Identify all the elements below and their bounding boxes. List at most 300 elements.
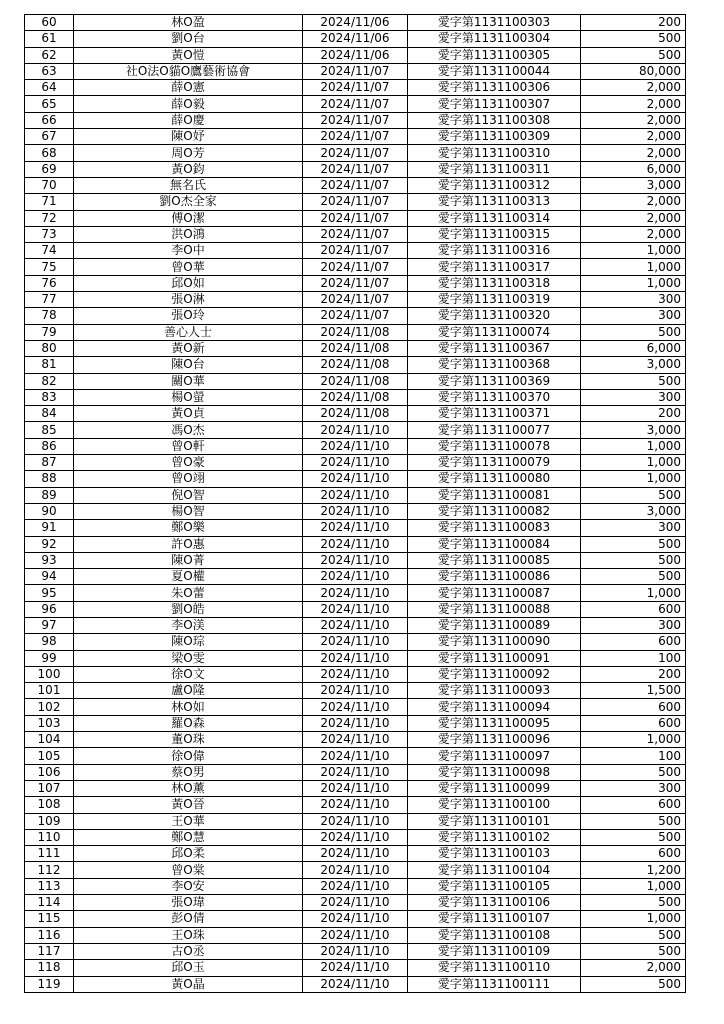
row-number-cell: 64 [25,80,74,96]
donor-name-cell: 劉O杰全家 [74,194,303,210]
row-number-cell: 104 [25,732,74,748]
row-number-cell: 96 [25,601,74,617]
table-row [25,520,686,536]
amount-cell: 1,000 [581,732,686,748]
table-row [25,161,686,177]
row-number-cell: 85 [25,422,74,438]
amount-cell: 100 [581,650,686,666]
row-number-cell: 82 [25,373,74,389]
donor-name-cell: 王O華 [74,813,303,829]
donor-name-cell: 馮O杰 [74,422,303,438]
row-number-cell: 69 [25,161,74,177]
amount-cell: 3,000 [581,177,686,193]
row-number-cell: 90 [25,503,74,519]
row-number-cell: 79 [25,324,74,340]
amount-cell: 300 [581,617,686,633]
row-number-cell: 103 [25,715,74,731]
amount-cell: 300 [581,389,686,405]
receipt-number-cell: 愛字第1131100318 [408,275,581,291]
receipt-number-cell: 愛字第1131100307 [408,96,581,112]
table-row [25,340,686,356]
amount-cell: 1,000 [581,471,686,487]
donor-name-cell: 楊O智 [74,503,303,519]
amount-cell: 500 [581,47,686,63]
amount-cell: 500 [581,943,686,959]
row-number-cell: 76 [25,275,74,291]
table-row [25,699,686,715]
row-number-cell: 81 [25,357,74,373]
donation-date-cell: 2024/11/07 [303,161,408,177]
amount-cell: 1,000 [581,275,686,291]
table-row [25,194,686,210]
table-row [25,536,686,552]
donation-date-cell: 2024/11/10 [303,976,408,992]
row-number-cell: 86 [25,438,74,454]
amount-cell: 6,000 [581,340,686,356]
receipt-number-cell: 愛字第1131100087 [408,585,581,601]
donor-name-cell: 張O瑋 [74,895,303,911]
donation-date-cell: 2024/11/10 [303,503,408,519]
row-number-cell: 95 [25,585,74,601]
donation-date-cell: 2024/11/10 [303,780,408,796]
donation-date-cell: 2024/11/10 [303,797,408,813]
table-row [25,862,686,878]
receipt-number-cell: 愛字第1131100101 [408,813,581,829]
receipt-number-cell: 愛字第1131100078 [408,438,581,454]
amount-cell: 2,000 [581,210,686,226]
donation-date-cell: 2024/11/10 [303,748,408,764]
receipt-number-cell: 愛字第1131100077 [408,422,581,438]
receipt-number-cell: 愛字第1131100303 [408,15,581,31]
table-row [25,112,686,128]
donation-date-cell: 2024/11/10 [303,471,408,487]
amount-cell: 200 [581,15,686,31]
donor-name-cell: 林O薰 [74,780,303,796]
donor-name-cell: 薛O憲 [74,80,303,96]
receipt-number-cell: 愛字第1131100108 [408,927,581,943]
amount-cell: 500 [581,764,686,780]
donation-date-cell: 2024/11/10 [303,764,408,780]
table-row [25,666,686,682]
donation-date-cell: 2024/11/10 [303,520,408,536]
donation-date-cell: 2024/11/08 [303,324,408,340]
row-number-cell: 102 [25,699,74,715]
row-number-cell: 80 [25,340,74,356]
donor-name-cell: 邱O柔 [74,846,303,862]
amount-cell: 500 [581,487,686,503]
donor-name-cell: 張O玲 [74,308,303,324]
receipt-number-cell: 愛字第1131100304 [408,31,581,47]
donor-name-cell: 夏O權 [74,569,303,585]
table-row [25,748,686,764]
donor-name-cell: 許O惠 [74,536,303,552]
amount-cell: 1,000 [581,455,686,471]
table-row [25,503,686,519]
row-number-cell: 99 [25,650,74,666]
donor-name-cell: 林O盈 [74,15,303,31]
donor-name-cell: 黃O晉 [74,797,303,813]
receipt-number-cell: 愛字第1131100306 [408,80,581,96]
donation-date-cell: 2024/11/10 [303,715,408,731]
donor-name-cell: 李O渼 [74,617,303,633]
row-number-cell: 108 [25,797,74,813]
amount-cell: 300 [581,308,686,324]
table-row [25,210,686,226]
amount-cell: 500 [581,829,686,845]
amount-cell: 200 [581,666,686,682]
table-row [25,797,686,813]
amount-cell: 300 [581,520,686,536]
amount-cell: 500 [581,31,686,47]
receipt-number-cell: 愛字第1131100090 [408,634,581,650]
receipt-number-cell: 愛字第1131100091 [408,650,581,666]
donation-date-cell: 2024/11/10 [303,438,408,454]
donor-name-cell: 社O法O貓O鷹藝術協會 [74,63,303,79]
donation-date-cell: 2024/11/07 [303,226,408,242]
row-number-cell: 61 [25,31,74,47]
table-row [25,31,686,47]
table-row [25,455,686,471]
receipt-number-cell: 愛字第1131100105 [408,878,581,894]
receipt-number-cell: 愛字第1131100313 [408,194,581,210]
donor-name-cell: 鄭O樂 [74,520,303,536]
donor-name-cell: 洪O鴻 [74,226,303,242]
receipt-number-cell: 愛字第1131100096 [408,732,581,748]
donation-date-cell: 2024/11/07 [303,145,408,161]
receipt-number-cell: 愛字第1131100086 [408,569,581,585]
amount-cell: 2,000 [581,96,686,112]
receipt-number-cell: 愛字第1131100081 [408,487,581,503]
table-row [25,650,686,666]
table-row [25,389,686,405]
table-row [25,308,686,324]
amount-cell: 300 [581,780,686,796]
donation-date-cell: 2024/11/07 [303,63,408,79]
table-row [25,601,686,617]
receipt-number-cell: 愛字第1131100311 [408,161,581,177]
amount-cell: 600 [581,601,686,617]
donor-name-cell: 徐O偉 [74,748,303,764]
row-number-cell: 72 [25,210,74,226]
amount-cell: 600 [581,699,686,715]
amount-cell: 3,000 [581,357,686,373]
amount-cell: 500 [581,895,686,911]
table-row [25,569,686,585]
receipt-number-cell: 愛字第1131100367 [408,340,581,356]
receipt-number-cell: 愛字第1131100319 [408,292,581,308]
row-number-cell: 101 [25,683,74,699]
amount-cell: 2,000 [581,960,686,976]
receipt-number-cell: 愛字第1131100305 [408,47,581,63]
donation-date-cell: 2024/11/06 [303,31,408,47]
donation-date-cell: 2024/11/10 [303,552,408,568]
donation-date-cell: 2024/11/08 [303,357,408,373]
row-number-cell: 118 [25,960,74,976]
receipt-number-cell: 愛字第1131100315 [408,226,581,242]
amount-cell: 2,000 [581,145,686,161]
row-number-cell: 68 [25,145,74,161]
receipt-number-cell: 愛字第1131100369 [408,373,581,389]
row-number-cell: 78 [25,308,74,324]
amount-cell: 1,000 [581,259,686,275]
row-number-cell: 93 [25,552,74,568]
donation-date-cell: 2024/11/10 [303,617,408,633]
donation-date-cell: 2024/11/07 [303,275,408,291]
amount-cell: 600 [581,634,686,650]
amount-cell: 500 [581,976,686,992]
table-row [25,292,686,308]
donation-date-cell: 2024/11/08 [303,406,408,422]
row-number-cell: 119 [25,976,74,992]
donation-date-cell: 2024/11/10 [303,943,408,959]
donor-name-cell: 張O淋 [74,292,303,308]
table-row [25,617,686,633]
receipt-number-cell: 愛字第1131100092 [408,666,581,682]
amount-cell: 1,000 [581,243,686,259]
donor-name-cell: 楊O螢 [74,389,303,405]
table-row [25,471,686,487]
donor-name-cell: 彭O倩 [74,911,303,927]
donor-name-cell: 王O珠 [74,927,303,943]
donor-name-cell: 蔡O男 [74,764,303,780]
amount-cell: 100 [581,748,686,764]
donation-date-cell: 2024/11/10 [303,683,408,699]
table-row [25,47,686,63]
amount-cell: 80,000 [581,63,686,79]
donation-date-cell: 2024/11/08 [303,389,408,405]
donation-date-cell: 2024/11/10 [303,536,408,552]
receipt-number-cell: 愛字第1131100099 [408,780,581,796]
receipt-number-cell: 愛字第1131100093 [408,683,581,699]
amount-cell: 200 [581,406,686,422]
donation-date-cell: 2024/11/08 [303,373,408,389]
table-row [25,732,686,748]
amount-cell: 600 [581,715,686,731]
row-number-cell: 109 [25,813,74,829]
donor-name-cell: 邱O如 [74,275,303,291]
table-row [25,487,686,503]
donation-date-cell: 2024/11/07 [303,308,408,324]
receipt-number-cell: 愛字第1131100320 [408,308,581,324]
donation-date-cell: 2024/11/10 [303,601,408,617]
row-number-cell: 75 [25,259,74,275]
amount-cell: 1,000 [581,585,686,601]
donor-name-cell: 李O安 [74,878,303,894]
row-number-cell: 71 [25,194,74,210]
donor-name-cell: 林O如 [74,699,303,715]
donation-date-cell: 2024/11/10 [303,927,408,943]
row-number-cell: 112 [25,862,74,878]
donation-date-cell: 2024/11/06 [303,15,408,31]
donor-name-cell: 李O中 [74,243,303,259]
donation-date-cell: 2024/11/10 [303,732,408,748]
receipt-number-cell: 愛字第1131100094 [408,699,581,715]
row-number-cell: 60 [25,15,74,31]
donation-date-cell: 2024/11/10 [303,569,408,585]
donor-name-cell: 陳O妤 [74,129,303,145]
table-row [25,634,686,650]
receipt-number-cell: 愛字第1131100314 [408,210,581,226]
amount-cell: 1,000 [581,911,686,927]
amount-cell: 500 [581,373,686,389]
table-row [25,357,686,373]
donor-name-cell: 周O芳 [74,145,303,161]
donor-name-cell: 黃O新 [74,340,303,356]
row-number-cell: 117 [25,943,74,959]
donation-date-cell: 2024/11/10 [303,666,408,682]
receipt-number-cell: 愛字第1131100103 [408,846,581,862]
receipt-number-cell: 愛字第1131100308 [408,112,581,128]
amount-cell: 1,500 [581,683,686,699]
receipt-number-cell: 愛字第1131100316 [408,243,581,259]
receipt-number-cell: 愛字第1131100111 [408,976,581,992]
table-row [25,177,686,193]
table-row [25,243,686,259]
row-number-cell: 89 [25,487,74,503]
amount-cell: 2,000 [581,194,686,210]
receipt-number-cell: 愛字第1131100106 [408,895,581,911]
amount-cell: 1,000 [581,878,686,894]
donor-name-cell: 梁O雯 [74,650,303,666]
receipt-number-cell: 愛字第1131100079 [408,455,581,471]
receipt-number-cell: 愛字第1131100085 [408,552,581,568]
row-number-cell: 98 [25,634,74,650]
table-row [25,846,686,862]
donation-rows [25,15,686,993]
donation-date-cell: 2024/11/10 [303,487,408,503]
row-number-cell: 91 [25,520,74,536]
receipt-number-cell: 愛字第1131100309 [408,129,581,145]
receipt-number-cell: 愛字第1131100089 [408,617,581,633]
donor-name-cell: 黃O愷 [74,47,303,63]
receipt-number-cell: 愛字第1131100368 [408,357,581,373]
amount-cell: 1,200 [581,862,686,878]
receipt-number-cell: 愛字第1131100095 [408,715,581,731]
donation-date-cell: 2024/11/07 [303,292,408,308]
table-row [25,878,686,894]
receipt-number-cell: 愛字第1131100310 [408,145,581,161]
receipt-number-cell: 愛字第1131100082 [408,503,581,519]
row-number-cell: 70 [25,177,74,193]
receipt-number-cell: 愛字第1131100104 [408,862,581,878]
table-row [25,15,686,31]
donor-name-cell: 善心人士 [74,324,303,340]
table-row [25,943,686,959]
donor-name-cell: 無名氏 [74,177,303,193]
amount-cell: 500 [581,552,686,568]
donation-date-cell: 2024/11/10 [303,960,408,976]
row-number-cell: 73 [25,226,74,242]
table-row [25,552,686,568]
amount-cell: 300 [581,292,686,308]
row-number-cell: 88 [25,471,74,487]
receipt-number-cell: 愛字第1131100109 [408,943,581,959]
donation-date-cell: 2024/11/07 [303,80,408,96]
donation-date-cell: 2024/11/10 [303,813,408,829]
donor-name-cell: 徐O文 [74,666,303,682]
amount-cell: 3,000 [581,422,686,438]
row-number-cell: 114 [25,895,74,911]
donation-date-cell: 2024/11/10 [303,846,408,862]
table-row [25,927,686,943]
amount-cell: 500 [581,927,686,943]
row-number-cell: 116 [25,927,74,943]
donation-date-cell: 2024/11/10 [303,878,408,894]
amount-cell: 2,000 [581,129,686,145]
row-number-cell: 97 [25,617,74,633]
donation-date-cell: 2024/11/10 [303,699,408,715]
donor-name-cell: 陳O台 [74,357,303,373]
table-row [25,63,686,79]
row-number-cell: 65 [25,96,74,112]
donor-name-cell: 黃O晶 [74,976,303,992]
donor-name-cell: 關O華 [74,373,303,389]
table-row [25,715,686,731]
table-row [25,895,686,911]
donor-name-cell: 盧O隆 [74,683,303,699]
table-row [25,683,686,699]
row-number-cell: 83 [25,389,74,405]
donation-date-cell: 2024/11/10 [303,650,408,666]
receipt-number-cell: 愛字第1131100044 [408,63,581,79]
row-number-cell: 74 [25,243,74,259]
table-row [25,438,686,454]
row-number-cell: 66 [25,112,74,128]
donation-date-cell: 2024/11/07 [303,96,408,112]
donation-date-cell: 2024/11/10 [303,829,408,845]
receipt-number-cell: 愛字第1131100317 [408,259,581,275]
receipt-number-cell: 愛字第1131100080 [408,471,581,487]
row-number-cell: 115 [25,911,74,927]
donor-name-cell: 倪O智 [74,487,303,503]
donor-name-cell: 黃O貞 [74,406,303,422]
donation-date-cell: 2024/11/07 [303,243,408,259]
table-row [25,259,686,275]
amount-cell: 500 [581,569,686,585]
amount-cell: 3,000 [581,503,686,519]
row-number-cell: 77 [25,292,74,308]
row-number-cell: 107 [25,780,74,796]
donor-name-cell: 曾O翊 [74,471,303,487]
table-row [25,145,686,161]
donation-date-cell: 2024/11/10 [303,895,408,911]
donor-name-cell: 曾O華 [74,259,303,275]
amount-cell: 500 [581,536,686,552]
row-number-cell: 67 [25,129,74,145]
donor-name-cell: 古O丞 [74,943,303,959]
row-number-cell: 84 [25,406,74,422]
donation-date-cell: 2024/11/10 [303,911,408,927]
row-number-cell: 106 [25,764,74,780]
table-row [25,129,686,145]
row-number-cell: 92 [25,536,74,552]
donor-name-cell: 董O珠 [74,732,303,748]
donor-name-cell: 羅O森 [74,715,303,731]
receipt-number-cell: 愛字第1131100102 [408,829,581,845]
donor-name-cell: 曾O豪 [74,455,303,471]
donation-date-cell: 2024/11/10 [303,634,408,650]
donation-date-cell: 2024/11/07 [303,177,408,193]
table-row [25,275,686,291]
table-row [25,96,686,112]
donor-name-cell: 陳O菁 [74,552,303,568]
table-row [25,813,686,829]
donor-name-cell: 劉O台 [74,31,303,47]
row-number-cell: 63 [25,63,74,79]
table-row [25,911,686,927]
receipt-number-cell: 愛字第1131100074 [408,324,581,340]
receipt-number-cell: 愛字第1131100312 [408,177,581,193]
